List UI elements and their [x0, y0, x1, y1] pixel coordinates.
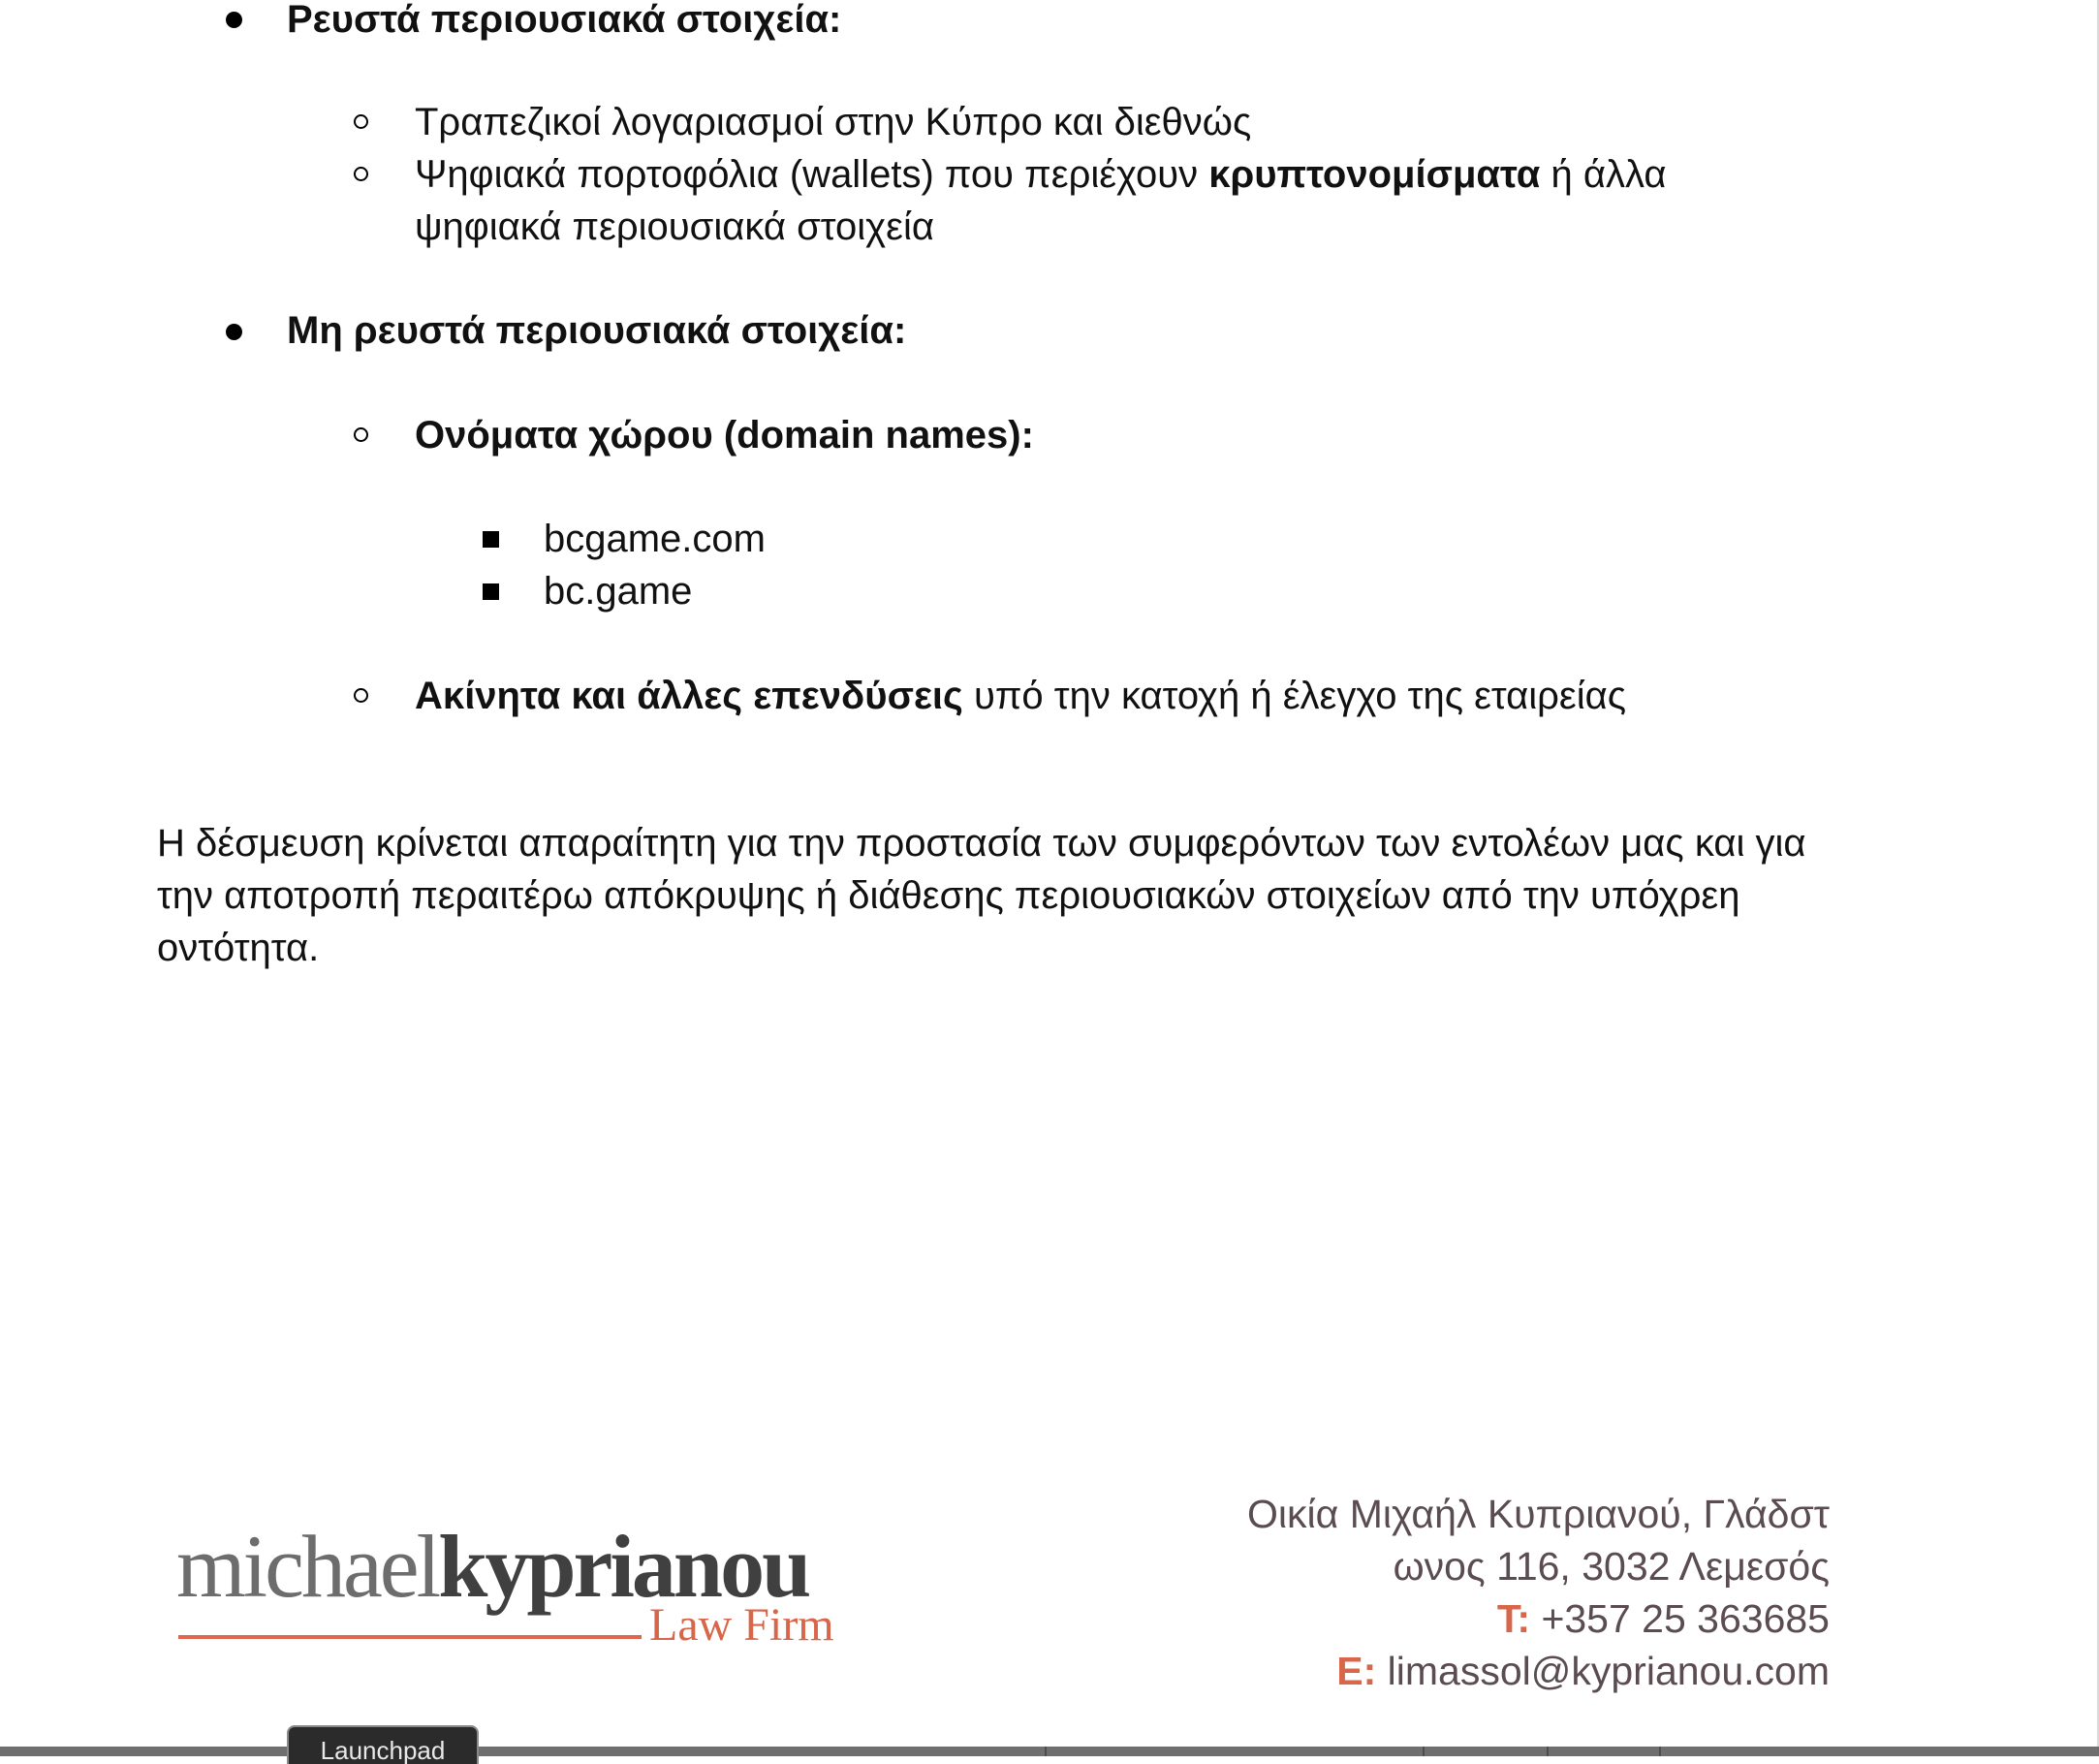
real-estate-rest: υπό την κατοχή ή έλεγχο της εταιρείας [962, 675, 1627, 717]
bullet-circle-icon [354, 114, 368, 129]
email-line [1336, 1645, 1830, 1697]
domain-item: bc.game [544, 570, 693, 613]
bullet-illiquid-assets-heading: Μη ρευστά περιουσιακά στοιχεία: [287, 309, 907, 352]
wallets-text-bold: κρυπτονομίσματα [1208, 153, 1541, 196]
taskbar-separator [1045, 1747, 1047, 1756]
phone-line [1497, 1592, 1830, 1645]
wallets-text-post: ή άλλα [1540, 153, 1667, 196]
phone-number: +357 25 363685 [1530, 1596, 1830, 1641]
paragraph-line: την αποτροπή περαιτέρω απόκρυψης ή διάθεσης περιουσιακών στοιχείων από την υπόχρεη [157, 874, 1740, 917]
real-estate-bold: Ακίνητα και άλλες επενδύσεις [415, 675, 963, 717]
logo-word-dark: kyprianou [438, 1517, 809, 1616]
bullet-circle-icon [354, 167, 368, 181]
taskbar-separator [1423, 1747, 1425, 1756]
list-item-bank-accounts: Τραπεζικοί λογαριασμοί στην Κύπρο και διεθνώς [415, 101, 1252, 143]
domain-item: bcgame.com [544, 518, 766, 560]
email-label: E: [1336, 1649, 1377, 1693]
bullet-dot-icon [226, 324, 242, 340]
address-line: Οικία Μιχαήλ Κυπριανού, Γλάδστ [1247, 1492, 1830, 1536]
phone-label: T: [1496, 1596, 1531, 1641]
logo-underline [178, 1635, 642, 1639]
address-line: ωνος 116, 3032 Λεμεσός [1393, 1544, 1830, 1589]
paragraph-line: οντότητα. [157, 927, 320, 969]
logo-subtitle: Law Firm [649, 1599, 834, 1651]
bullet-circle-icon [354, 427, 368, 442]
taskbar-separator [1547, 1747, 1549, 1756]
bullet-circle-icon [354, 688, 368, 703]
list-item-real-estate [415, 670, 1626, 722]
taskbar-separator [1659, 1747, 1661, 1756]
logo-word-light: michael [176, 1517, 439, 1616]
bullet-liquid-assets-heading: Ρευστά περιουσιακά στοιχεία: [287, 0, 842, 41]
list-item-wallets-continued: ψηφιακά περιουσιακά στοιχεία [415, 205, 934, 248]
list-item-wallets [415, 148, 1666, 201]
paragraph-line: Η δέσμευση κρίνεται απαραίτητη για την προστασία των συμφερόντων των εντολέων μας και για [157, 822, 1806, 865]
list-item-domain-names: Ονόματα χώρου (domain names): [415, 414, 1034, 457]
bullet-dot-icon [226, 12, 242, 28]
email-address: limassol@kyprianou.com [1376, 1649, 1830, 1693]
launchpad-button[interactable]: Launchpad [287, 1725, 479, 1764]
firm-logo [176, 1518, 855, 1654]
bullet-square-icon [483, 583, 499, 600]
wallets-text-pre: Ψηφιακά πορτοφόλια (wallets) που περιέχουν [415, 153, 1209, 196]
bullet-square-icon [483, 531, 499, 548]
